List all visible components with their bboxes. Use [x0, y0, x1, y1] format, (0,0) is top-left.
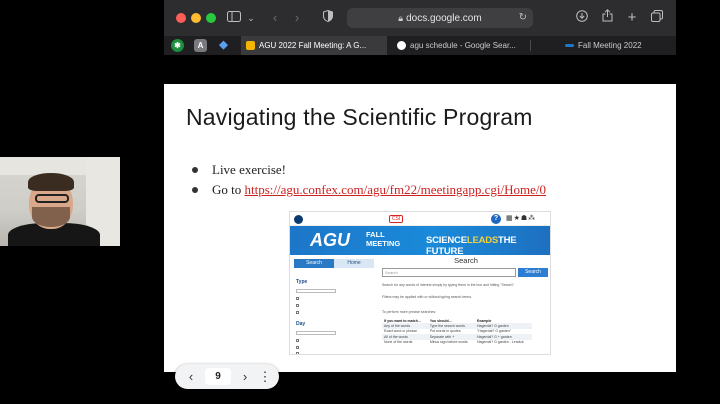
agu-day-select: [296, 331, 336, 335]
slide-bullets: [192, 160, 546, 200]
agu-type-select: [296, 289, 336, 293]
checkbox-icon: [296, 352, 299, 355]
slide-navigation: [175, 364, 279, 389]
tab-agu-fall-meeting[interactable]: [241, 36, 387, 55]
agu-badge: CSI: [389, 215, 403, 223]
agu-type-option: [296, 303, 300, 307]
table-cell: None of the words: [384, 340, 413, 345]
agu-search-heading: Search: [454, 256, 478, 265]
tagline-leads: LEADS: [466, 235, 499, 246]
agu-tab-home: Home: [334, 259, 374, 268]
presentation-slide: [164, 84, 676, 372]
slide-page-number[interactable]: 9: [205, 368, 231, 385]
webcam-person-beard: [32, 207, 70, 227]
google-favicon-icon: [397, 41, 406, 50]
agu-small-logo-icon: [294, 215, 303, 224]
sidebar-toggle-icon[interactable]: [226, 9, 242, 27]
back-button[interactable]: ‹: [272, 10, 278, 25]
slide-title: Navigating the Scientific Program: [186, 104, 533, 130]
agu-day-option: [296, 351, 300, 355]
webcam-person-hair: [28, 173, 74, 191]
agu-topbar: [290, 212, 551, 226]
agu-day-label: Day: [296, 321, 306, 327]
table-cell: Any of the words: [382, 323, 428, 329]
browser-window: [164, 0, 676, 404]
table-cell: Exact word or phrase: [384, 329, 418, 334]
agu-help-text: Filters may be applied with or without typing search terms.: [382, 295, 473, 299]
table-cell: "Hagerdal? G garden": [476, 329, 512, 334]
tab-separator: [530, 40, 531, 51]
close-window-button[interactable]: [176, 13, 186, 23]
forward-button[interactable]: ›: [294, 10, 300, 25]
tab-bar: [164, 36, 676, 55]
table-cell: Hagerdal? G garden: [475, 323, 532, 329]
table-cell: Separate with +: [428, 334, 475, 340]
green-pinned-icon[interactable]: ✱: [171, 39, 184, 52]
slides-favicon-icon: [246, 41, 255, 50]
address-url: docs.google.com: [406, 13, 482, 24]
table-cell: Hagerdal? G garden - Lerwick: [476, 340, 524, 345]
new-tab-icon[interactable]: +: [627, 9, 637, 26]
table-header: Example: [476, 318, 492, 323]
tagline-future: THE FUTURE: [426, 235, 517, 257]
table-header: You should...: [429, 318, 452, 323]
agu-tools-icon: ▦★☗⁂: [506, 215, 537, 222]
agu-tab-search: Search: [294, 259, 334, 268]
agu-type-option: [296, 296, 300, 300]
zoom-window-button[interactable]: [206, 13, 216, 23]
agu-day-option: [296, 338, 300, 342]
previous-slide-button[interactable]: ‹: [188, 369, 194, 384]
help-icon: ?: [491, 214, 501, 224]
table-cell: Put words in quotes: [429, 329, 461, 334]
bullet-dot: [192, 167, 198, 173]
a-pinned-icon[interactable]: A: [194, 39, 207, 52]
tab-label: Fall Meeting 2022: [578, 41, 642, 50]
download-icon[interactable]: [575, 9, 589, 27]
agu-favicon-icon: [565, 44, 574, 47]
next-slide-button[interactable]: ›: [242, 369, 248, 384]
agu-help-text: To perform more precise searches:: [382, 310, 437, 314]
tab-label: AGU 2022 Fall Meeting: A G...: [259, 41, 367, 50]
table-cell: Minus sign before words: [429, 340, 468, 345]
checkbox-icon: [296, 346, 299, 349]
address-bar[interactable]: [347, 8, 533, 28]
agu-search-tips-table: [382, 318, 532, 345]
agu-filter-panel: [290, 255, 376, 355]
lock-icon: 🔒︎: [398, 13, 404, 23]
tab-label: agu schedule - Google Sear...: [410, 41, 516, 50]
browser-toolbar: [164, 0, 676, 36]
agu-banner: [290, 226, 551, 255]
tab-fall-meeting-2022[interactable]: [560, 36, 676, 55]
agu-type-option: [296, 310, 300, 314]
agu-search-panel: [380, 255, 551, 355]
bullet-text: Go to: [212, 182, 245, 197]
more-options-icon[interactable]: ⋮: [258, 369, 272, 384]
checkbox-icon: [296, 297, 299, 300]
agu-screenshot: [289, 211, 551, 355]
agu-day-option: [296, 345, 300, 349]
checkbox-icon: [296, 311, 299, 314]
table-header: If you want to match...: [384, 318, 421, 323]
table-row: [382, 329, 532, 335]
meeting-app-link[interactable]: https://agu.confex.com/agu/fm22/meetingapp.cgi/Home/0: [244, 182, 546, 197]
agu-type-label: Type: [296, 279, 308, 285]
chevron-down-icon[interactable]: ⌄: [247, 13, 255, 23]
tab-agu-schedule[interactable]: [392, 36, 528, 55]
agu-tabs: [294, 259, 374, 268]
checkbox-icon: [296, 339, 299, 342]
webcam-person-glasses: [35, 194, 69, 203]
webcam-video: [0, 157, 120, 246]
bullet-go-to: [192, 180, 546, 200]
shield-icon[interactable]: [322, 9, 334, 27]
minimize-window-button[interactable]: [191, 13, 201, 23]
reload-icon[interactable]: ↻: [518, 12, 527, 23]
bullet-live-exercise: [192, 160, 546, 180]
agu-search-button: Search: [518, 268, 548, 277]
agu-tagline: [426, 235, 551, 257]
agu-fall-meeting-label: FALL MEETING: [366, 230, 401, 248]
agu-logo: AGU: [310, 230, 350, 250]
table-row: [382, 340, 532, 346]
agu-help-text: Search for any words of interest simply by typing them in the box and hitting "Search".: [382, 283, 515, 287]
table-cell: Hagerdal? G + garden: [475, 334, 532, 340]
bullet-text: Live exercise!: [212, 162, 286, 177]
blue-pinned-icon[interactable]: ◆: [219, 39, 228, 51]
share-icon[interactable]: [600, 9, 614, 27]
checkbox-icon: [296, 304, 299, 307]
tab-overview-icon[interactable]: [650, 9, 664, 27]
agu-search-input: Search: [382, 268, 516, 277]
table-cell: All of the words: [382, 334, 428, 340]
bullet-dot: [192, 187, 198, 193]
tagline-science: SCIENCE: [426, 235, 467, 246]
table-cell: Type the search words: [428, 323, 475, 329]
